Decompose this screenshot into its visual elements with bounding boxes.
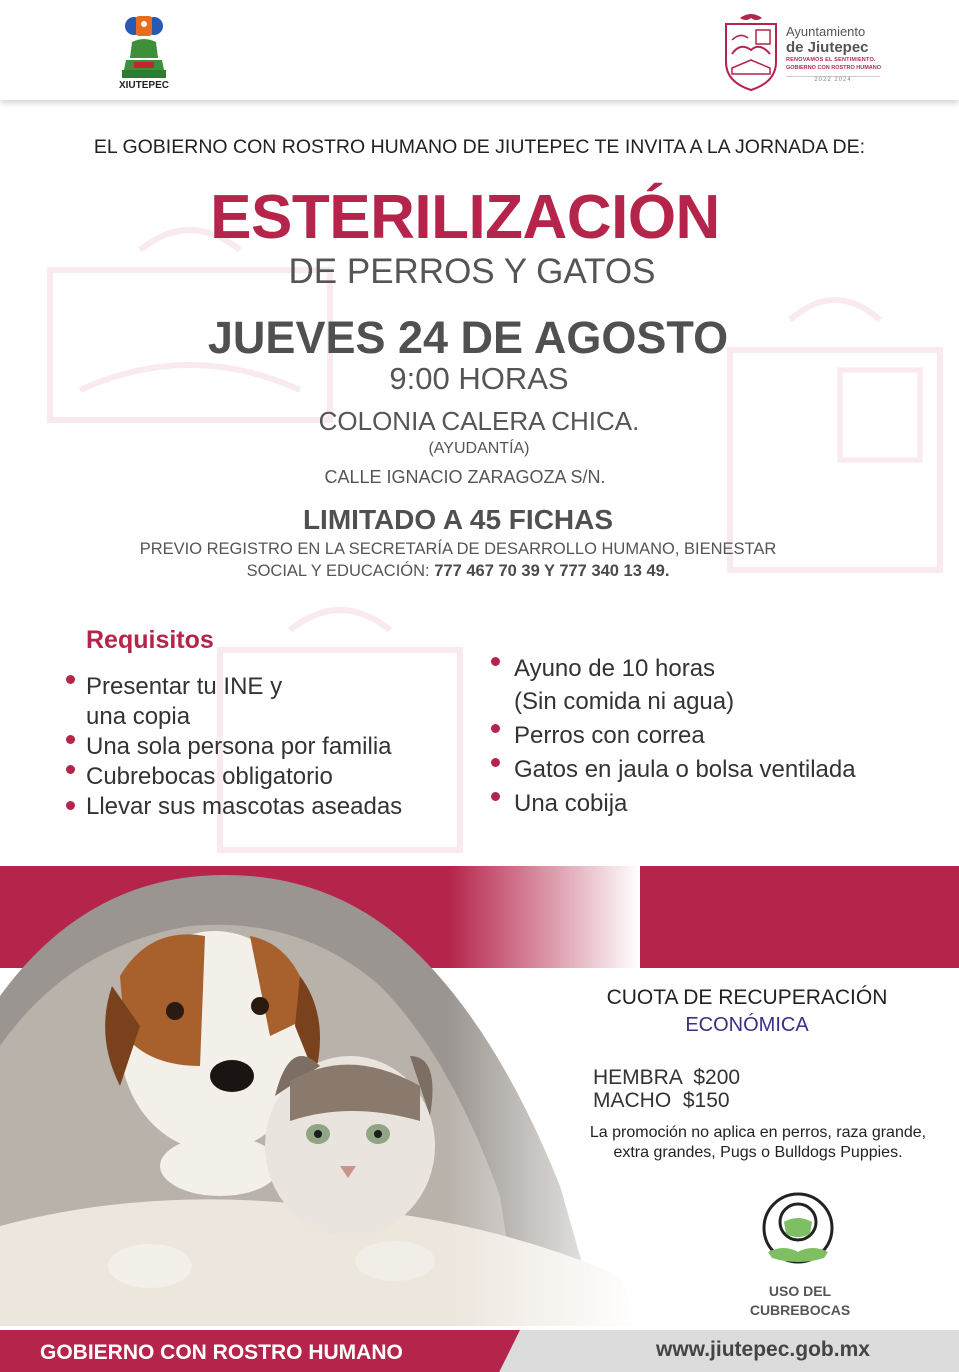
registration-phones: 777 467 70 39 Y 777 340 13 49.: [434, 562, 670, 580]
registration-prefix: SOCIAL Y EDUCACIÓN:: [246, 562, 435, 580]
bullet-dot: [66, 735, 75, 744]
bullet-dot: [491, 792, 500, 801]
requirement-item: Perros con correa: [514, 722, 705, 749]
event-subtitle: DE PERROS Y GATOS: [288, 252, 656, 291]
invite-text: EL GOBIERNO CON ROSTRO HUMANO DE JIUTEPEC TE INVITA A LA JORNADA DE:: [93, 136, 866, 158]
slogan-line1: RENOVAMOS EL SENTIMIENTO.: [786, 57, 876, 63]
mask-hands-icon: [758, 1192, 838, 1272]
years-text: 2022 2024: [786, 76, 880, 83]
bullet-dot: [66, 675, 75, 684]
fee-subtitle: ECONÓMICA: [685, 1014, 809, 1036]
location-colonia: COLONIA CALERA CHICA.: [318, 406, 640, 436]
requirement-item-cont: una copia: [86, 703, 191, 730]
bullet-dot: [66, 801, 75, 810]
requirements-title: Requisitos: [86, 626, 214, 654]
bullet-dot: [66, 765, 75, 774]
mask-notice-line2: CUBREBOCAS: [749, 1302, 851, 1318]
requirement-item: Una cobija: [514, 790, 628, 817]
mask-notice-line1: USO DEL: [768, 1283, 832, 1299]
jiutepec-text: de Jiutepec: [786, 39, 869, 56]
jiutepec-coat-of-arms-icon: [720, 10, 782, 92]
fee-female: HEMBRA $200: [593, 1066, 741, 1089]
promo-note: La promoción no aplica en perros, raza grande, extra grandes, Pugs o Bulldogs Puppies.: [589, 1124, 927, 1161]
requirement-item: Gatos en jaula o bolsa ventilada: [514, 756, 856, 783]
requirement-item: Cubrebocas obligatorio: [86, 763, 333, 790]
slogan-line2: GOBIERNO CON ROSTRO HUMANO: [786, 65, 882, 71]
fee-male: MACHO $150: [593, 1089, 730, 1112]
registration-line2: [0, 562, 916, 581]
website-link[interactable]: www.jiutepec.gob.mx: [656, 1338, 870, 1361]
requirement-item: Una sola persona por familia: [86, 733, 392, 760]
dog-and-cat-photo: [0, 866, 640, 1326]
requirement-item-cont: (Sin comida ni agua): [514, 688, 735, 715]
fee-title: CUOTA DE RECUPERACIÓN: [606, 986, 888, 1009]
bullet-dot: [491, 657, 500, 666]
bullet-dot: [491, 758, 500, 767]
location-street: CALLE IGNACIO ZARAGOZA S/N.: [324, 467, 606, 487]
requirement-item: Presentar tu INE y: [86, 673, 283, 700]
requirement-item: Ayuno de 10 horas: [514, 655, 716, 682]
header: [0, 0, 959, 100]
requirement-item: Llevar sus mascotas aseadas: [86, 793, 403, 820]
limit-notice: LIMITADO A 45 FICHAS: [302, 504, 614, 535]
event-time: 9:00 HORAS: [389, 361, 569, 396]
location-ayudantia: (AYUDANTÍA): [428, 440, 530, 457]
xiutepec-label: XIUTEPEC: [118, 80, 169, 91]
footer-slogan: GOBIERNO CON ROSTRO HUMANO: [40, 1341, 403, 1364]
event-date: JUEVES 24 DE AGOSTO: [207, 312, 729, 363]
event-title: ESTERILIZACIÓN: [210, 183, 720, 252]
registration-line1: PREVIO REGISTRO EN LA SECRETARÍA DE DESARROLLO HUMANO, BIENESTAR: [139, 540, 777, 558]
ayuntamiento-text: Ayuntamiento: [786, 24, 866, 39]
bullet-dot: [491, 724, 500, 733]
